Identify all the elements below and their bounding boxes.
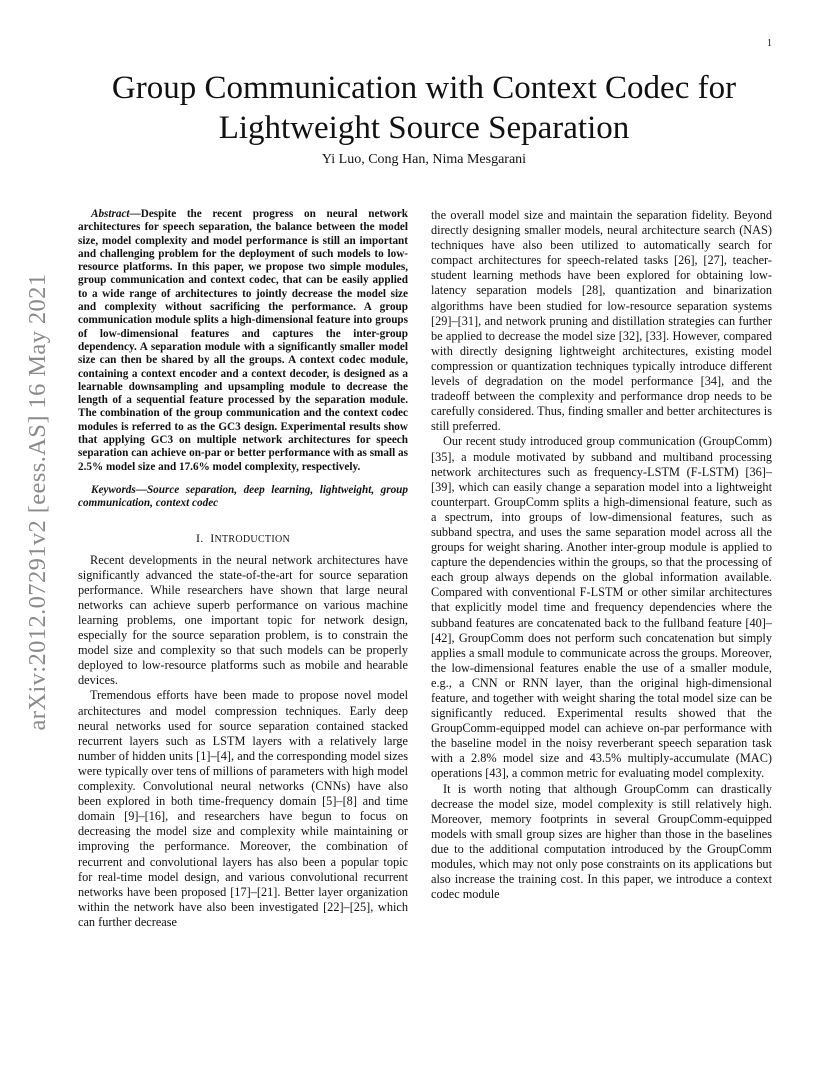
section-number: I. [195,530,204,545]
title-line-1: Group Communication with Context Codec for [111,70,737,106]
body-paragraph: It is worth noting that although GroupComm can drastically decrease the model size, model complexity is still relatively high. Moreover, memory footprints in several GroupComm-equipped models with small group sizes are higher than those in the baselines due to the additional computation introduced by the GroupComm modules, which may not only pose constraints on its applications but also increase the training cost. In this paper, we introduce a context codec module [431,781,772,902]
arxiv-identifier [18,273,58,731]
abstract [78,208,408,474]
author-list: Yi Luo, Cong Han, Nima Mesgarani [321,152,527,167]
section-heading-introduction [78,531,408,547]
body-paragraph: Our recent study introduced group communication (GroupComm) [35], a module motivated by subband and multiband processing network architectures such as frequency-LSTM (F-LSTM) [36]–[39], which can easily change a separation model into a lightweight counterpart. GroupComm splits a high-dimensional feature, such as a spectrum, into groups of low-dimensional features, such as subband spectra, and uses the same separation model across all the groups for weight sharing. Another inter-group module is applied to capture the dependencies within the groups, so that the processing of each group always depends on the global information available. Compared with conventional F-LSTM or other similar architectures that explicitly model time and frequency dependencies where the subband features are concatenated back to the fullband feature [40]–[42], GroupComm does not perform such concatenation but simply applies a small module to communicate across the groups. Moreover, the low-dimensional features enable the use of a smaller module, e.g., a CNN or RNN layer, than the original high-dimensional feature, and together with weight sharing the total model size can be significantly reduced. Experimental results showed that the GroupComm-equipped model can achieve on-par performance with the baseline model in the noisy reverberant speech separation task with a 2.8% model size and 43.5% multiply-accumulate (MAC) operations [43], a common metric for evaluating model complexity. [431,434,772,781]
right-column [431,208,772,902]
section-title-rest: NTRODUCTION [214,533,291,545]
body-paragraph: Tremendous efforts have been made to propose novel model architectures and model compression techniques. Early deep neural networks used for source separation contained stacked recurrent layers such as LSTM layers with a relatively large number of hidden units [1]–[4], and the corresponding model sizes were typically over tens of millions of parameters with high model complexity. Convolutional neural networks (CNNs) have also been explored in both time-frequency domain [5]–[8] and time domain [9]–[16], and researchers have begun to focus on decreasing the model size and complexity while maintaining or improving the performance. Moreover, the combination of recurrent and convolutional layers has also been a popular topic for real-time model design, and various convolutional recurrent networks have been proposed [17]–[21]. Better layer organization within the network have also been investigated [22]–[25], which can further decrease [78,688,408,929]
page-number: 1 [767,38,772,49]
left-column [78,208,408,930]
body-paragraph: Recent developments in the neural network architectures have significantly advanced the state-of-the-art for source separation performance. While researchers have shown that large neural networks can achieve superb performance on various machine learning problems, one important topic for network design, especially for the source separation problem, is to constrain the model size and complexity so that such models can be properly deployed to low-resource platforms such as mobile and hearable devices. [78,552,408,688]
body-paragraph: the overall model size and maintain the separation fidelity. Beyond directly designing smaller models, neural architecture search (NAS) techniques have also been utilized to automatically search for compact architectures for speech-related tasks [26], [27], teacher-student learning methods have been explored for obtaining low-latency separation models [28], quantization and binarization algorithms have been studied for low-resource separation systems [29]–[31], and network pruning and distillation strategies can further be applied to decrease the model size [32], [33]. However, compared with directly designing lightweight architectures, existing model compression or quantization techniques typically introduce different levels of degradation on the model performance [34], and the tradeoff between the complexity and performance drop needs to be carefully considered. Thus, finding smaller and better architectures is still preferred. [431,208,772,434]
abstract-text: —Despite the recent progress on neural network architectures for speech separation, the balance between the model size, model complexity and model performance is still an important and challenging problem for the deployment of such models to low-resource platforms. In this paper, we propose two simple modules, group communication and context codec, that can be easily applied to a wide range of architectures to jointly decrease the model size and complexity without sacrificing the performance. A group communication module splits a high-dimensional feature into groups of low-dimensional features and captures the inter-group dependency. A separation module with a significantly smaller model size can then be shared by all the groups. A context codec module, containing a context encoder and a context decoder, is designed as a learnable downsampling and upsampling module to decrease the length of a sequential feature processed by the separation module. The combination of the group communication and the context codec modules is referred to as the GC3 design. Experimental results show that applying GC3 on multiple network architectures for speech separation can achieve on-par or better performance with as small as 2.5% model size and 17.6% model complexity, respectively. [78,208,408,473]
abstract-label: Abstract [91,208,130,220]
title-line-2: Lightweight Source Separation [218,110,630,146]
paper-title [80,68,768,148]
section-title-initial: I [210,530,215,545]
keywords: Keywords—Source separation, deep learning, lightweight, group communication, context codec [78,483,408,510]
arxiv-identifier-text: arXiv:2012.07291v2 [eess.AS] 16 May 2021 [24,273,51,731]
